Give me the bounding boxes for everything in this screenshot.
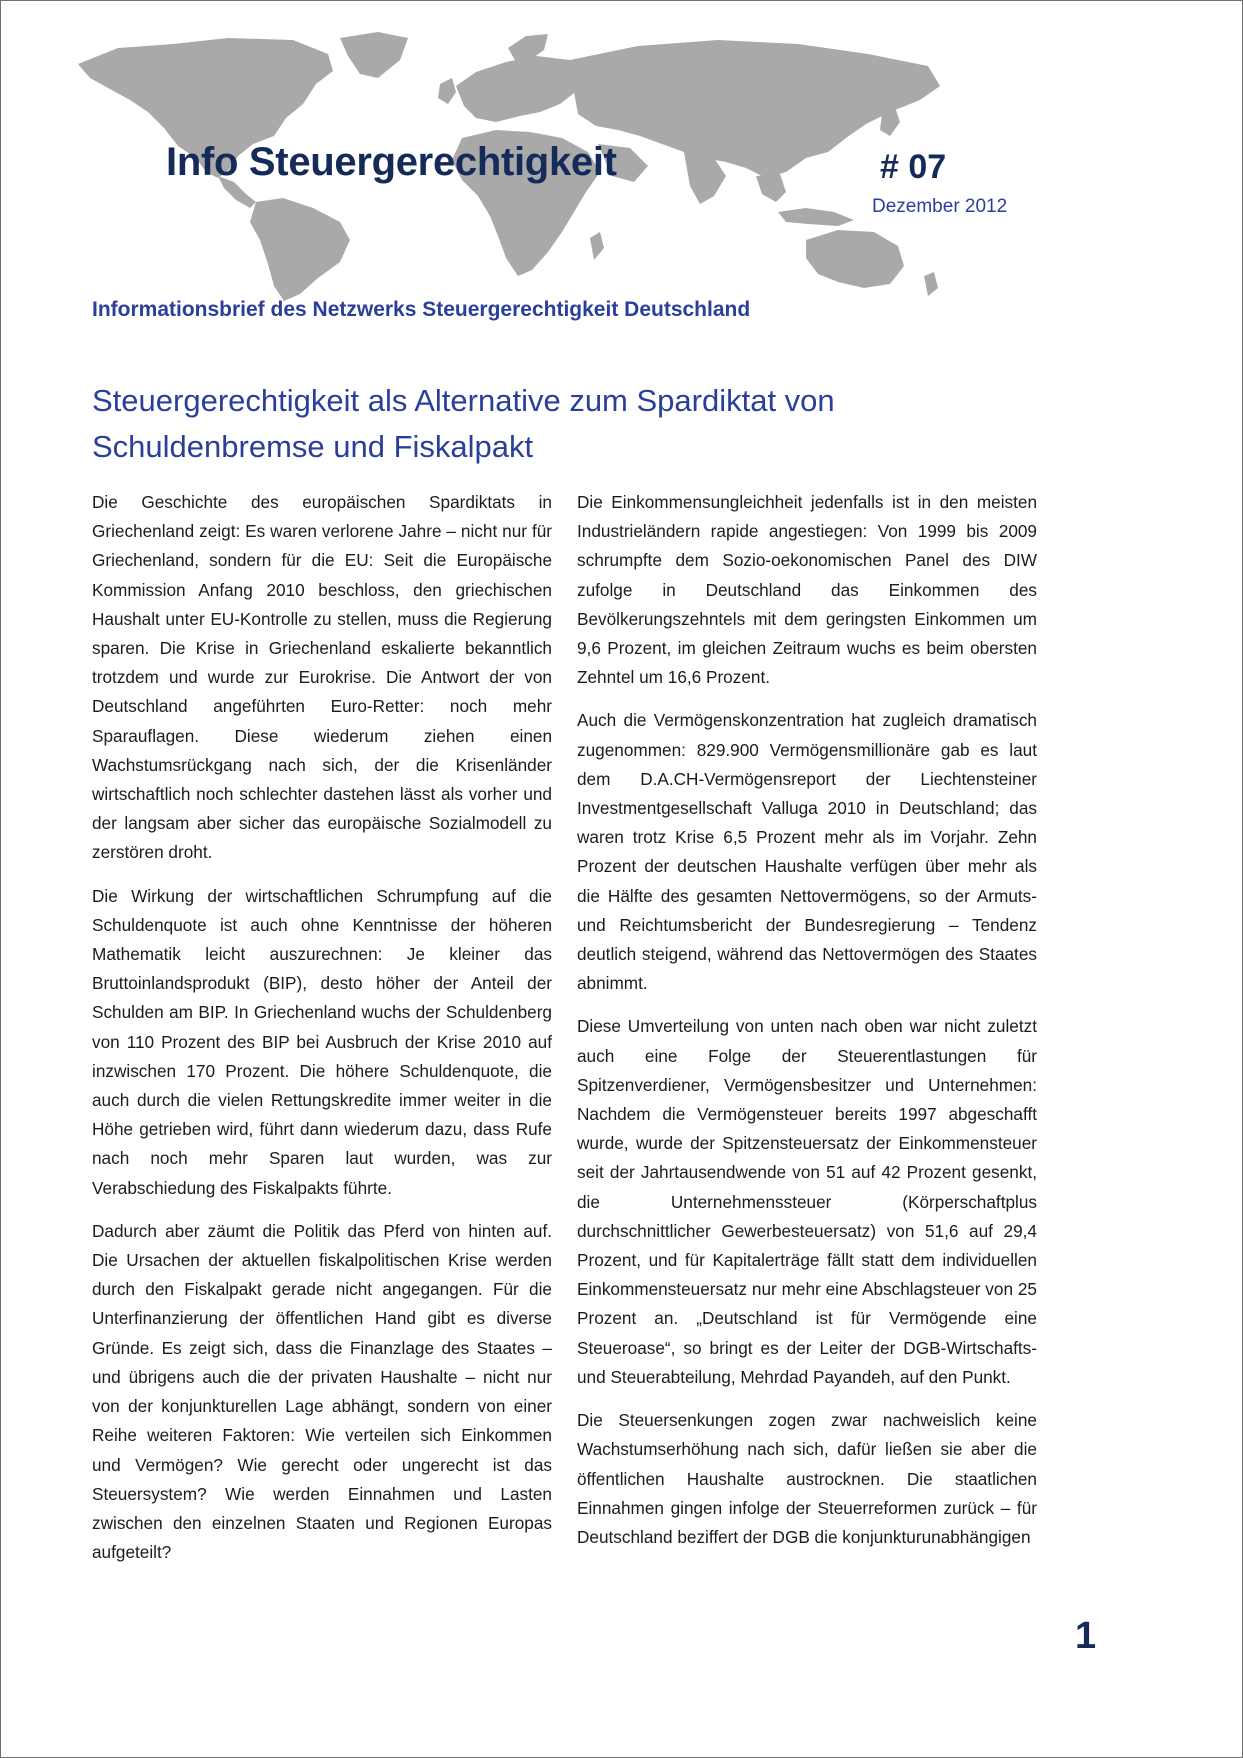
paragraph: Diese Umverteilung von unten nach oben war nicht zuletzt auch eine Folge der Steuerentlastungen für Spitzenverdiener, Vermögensbesitzer und Unternehmen: Nachdem die Vermögensteuer bereits 1997 abgeschafft wurde, wurde der Spitzensteuersatz der Einkommensteuer seit der Jahrtausendwende von 51 auf 42 Prozent gesenkt, die Unternehmenssteuer (Körperschaftplus durchschnittlicher Gewerbesteuersatz) von 51,6 auf 29,4 Prozent, und für Kapitalerträge fällt statt dem individuellen Einkommensteuersatz nur mehr eine Abschlagsteuer von 25 Prozent an. „Deutschland ist für Vermögende eine Steueroase“, so bringt es der Leiter der DGB-Wirtschafts- und Steuerabteilung, Mehrdad Payandeh, auf den Punkt.: [577, 1016, 1037, 1387]
paragraph: Die Steuersenkungen zogen zwar nachweislich keine Wachstumserhöhung nach sich, dafür ließen sie aber die öffentlichen Haushalte austrocknen. Die staatlichen Einnahmen gingen infolge der Steuerreformen zurück – für Deutschland beziffert der DGB die konjunkturunabhängigen: [577, 1410, 1037, 1547]
paragraph: Die Wirkung der wirtschaftlichen Schrumpfung auf die Schuldenquote ist auch ohne Kenntnisse der höheren Mathematik leicht auszurechnen: Je kleiner das Bruttoinlandsprodukt (BIP), desto höher der Anteil der Schulden am BIP. In Griechenland wuchs der Schuldenberg von 110 Prozent des BIP bei Ausbruch der Krise 2010 auf inzwischen 170 Prozent. Die höhere Schuldenquote, die auch durch die vielen Rettungskredite immer weiter in die Höhe getrieben wird, führt dann wiederum dazu, dass Rufe nach noch mehr Sparen laut wurden, was zur Verabschiedung des Fiskalpakts führte.: [92, 885, 552, 1198]
article-column-left: [92, 488, 552, 1581]
paragraph: Auch die Vermögenskonzentration hat zugleich dramatisch zugenommen: 829.900 Vermögensmillionäre gab es laut dem D.A.CH-Vermögensreport der Liechtensteiner Investmentgesellschaft Valluga 2010 in Deutschland; das waren trotz Krise 6,5 Prozent mehr als im Vorjahr. Zehn Prozent der deutschen Haushalte verfügen über mehr als die Hälfte des gesamten Nettovermögens, so der Armuts- und Reichtumsbericht der Bundesregierung – Tendenz deutlich steigend, während das Nettovermögen des Staates abnimmt.: [577, 710, 1037, 994]
issue-date: Dezember 2012: [872, 196, 1008, 217]
issue-number: # 07: [880, 148, 947, 186]
article-column-right: [577, 488, 1037, 1566]
newsletter-title: Info Steuergerechtigkeit: [166, 140, 617, 184]
page-number: 1: [1075, 1615, 1097, 1657]
article-headline: Steuergerechtigkeit als Alternative zum Spardiktat von Schuldenbremse und Fiskalpakt: [92, 383, 835, 464]
paragraph: Die Einkommensungleichheit jedenfalls ist in den meisten Industrieländern rapide angestiegen: Von 1999 bis 2009 schrumpfte dem Sozio-oekonomischen Panel des DIW zufolge in Deutschland das Einkommen des Bevölkerungszehntels mit dem geringsten Einkommen um 9,6 Prozent, im gleichen Zeitraum wuchs es beim obersten Zehntel um 16,6 Prozent.: [577, 492, 1037, 688]
paragraph: Dadurch aber zäumt die Politik das Pferd von hinten auf. Die Ursachen der aktuellen fiskalpolitischen Krise werden durch den Fiskalpakt gerade nicht angegangen. Für die Unterfinanzierung der öffentlichen Hand gibt es diverse Gründe. Es zeigt sich, dass die Finanzlage des Staates – und übrigens auch die der privaten Haushalte – nicht nur von der konjunkturellen Lage abhängt, sondern von einer Reihe weiteren Faktoren: Wie verteilen sich Einkommen und Vermögen? Wie gerecht oder ungerecht ist das Steuersystem? Wie werden Einnahmen und Lasten zwischen den einzelnen Staaten und Regionen Europas aufgeteilt?: [92, 1220, 552, 1563]
paragraph: Die Geschichte des europäischen Spardiktats in Griechenland zeigt: Es waren verlorene Jahre – nicht nur für Griechenland, sondern für die EU: Seit die Europäische Kommission Anfang 2010 beschloss, den griechischen Haushalt unter EU-Kontrolle zu stellen, muss die Regierung sparen. Die Krise in Griechenland eskalierte bekanntlich trotzdem und wurde zur Eurokrise. Die Antwort der von Deutschland angeführten Euro-Retter: noch mehr Sparauflagen. Diese wiederum ziehen einen Wachstumsrückgang nach sich, der die Krisenländer wirtschaftlich noch schlechter dastehen lässt als vorher und der langsam aber sicher das europäische Sozialmodell zu zerstören droht.: [92, 492, 552, 863]
newsletter-subtitle: Informationsbrief des Netzwerks Steuergerechtigkeit Deutschland: [92, 298, 751, 321]
